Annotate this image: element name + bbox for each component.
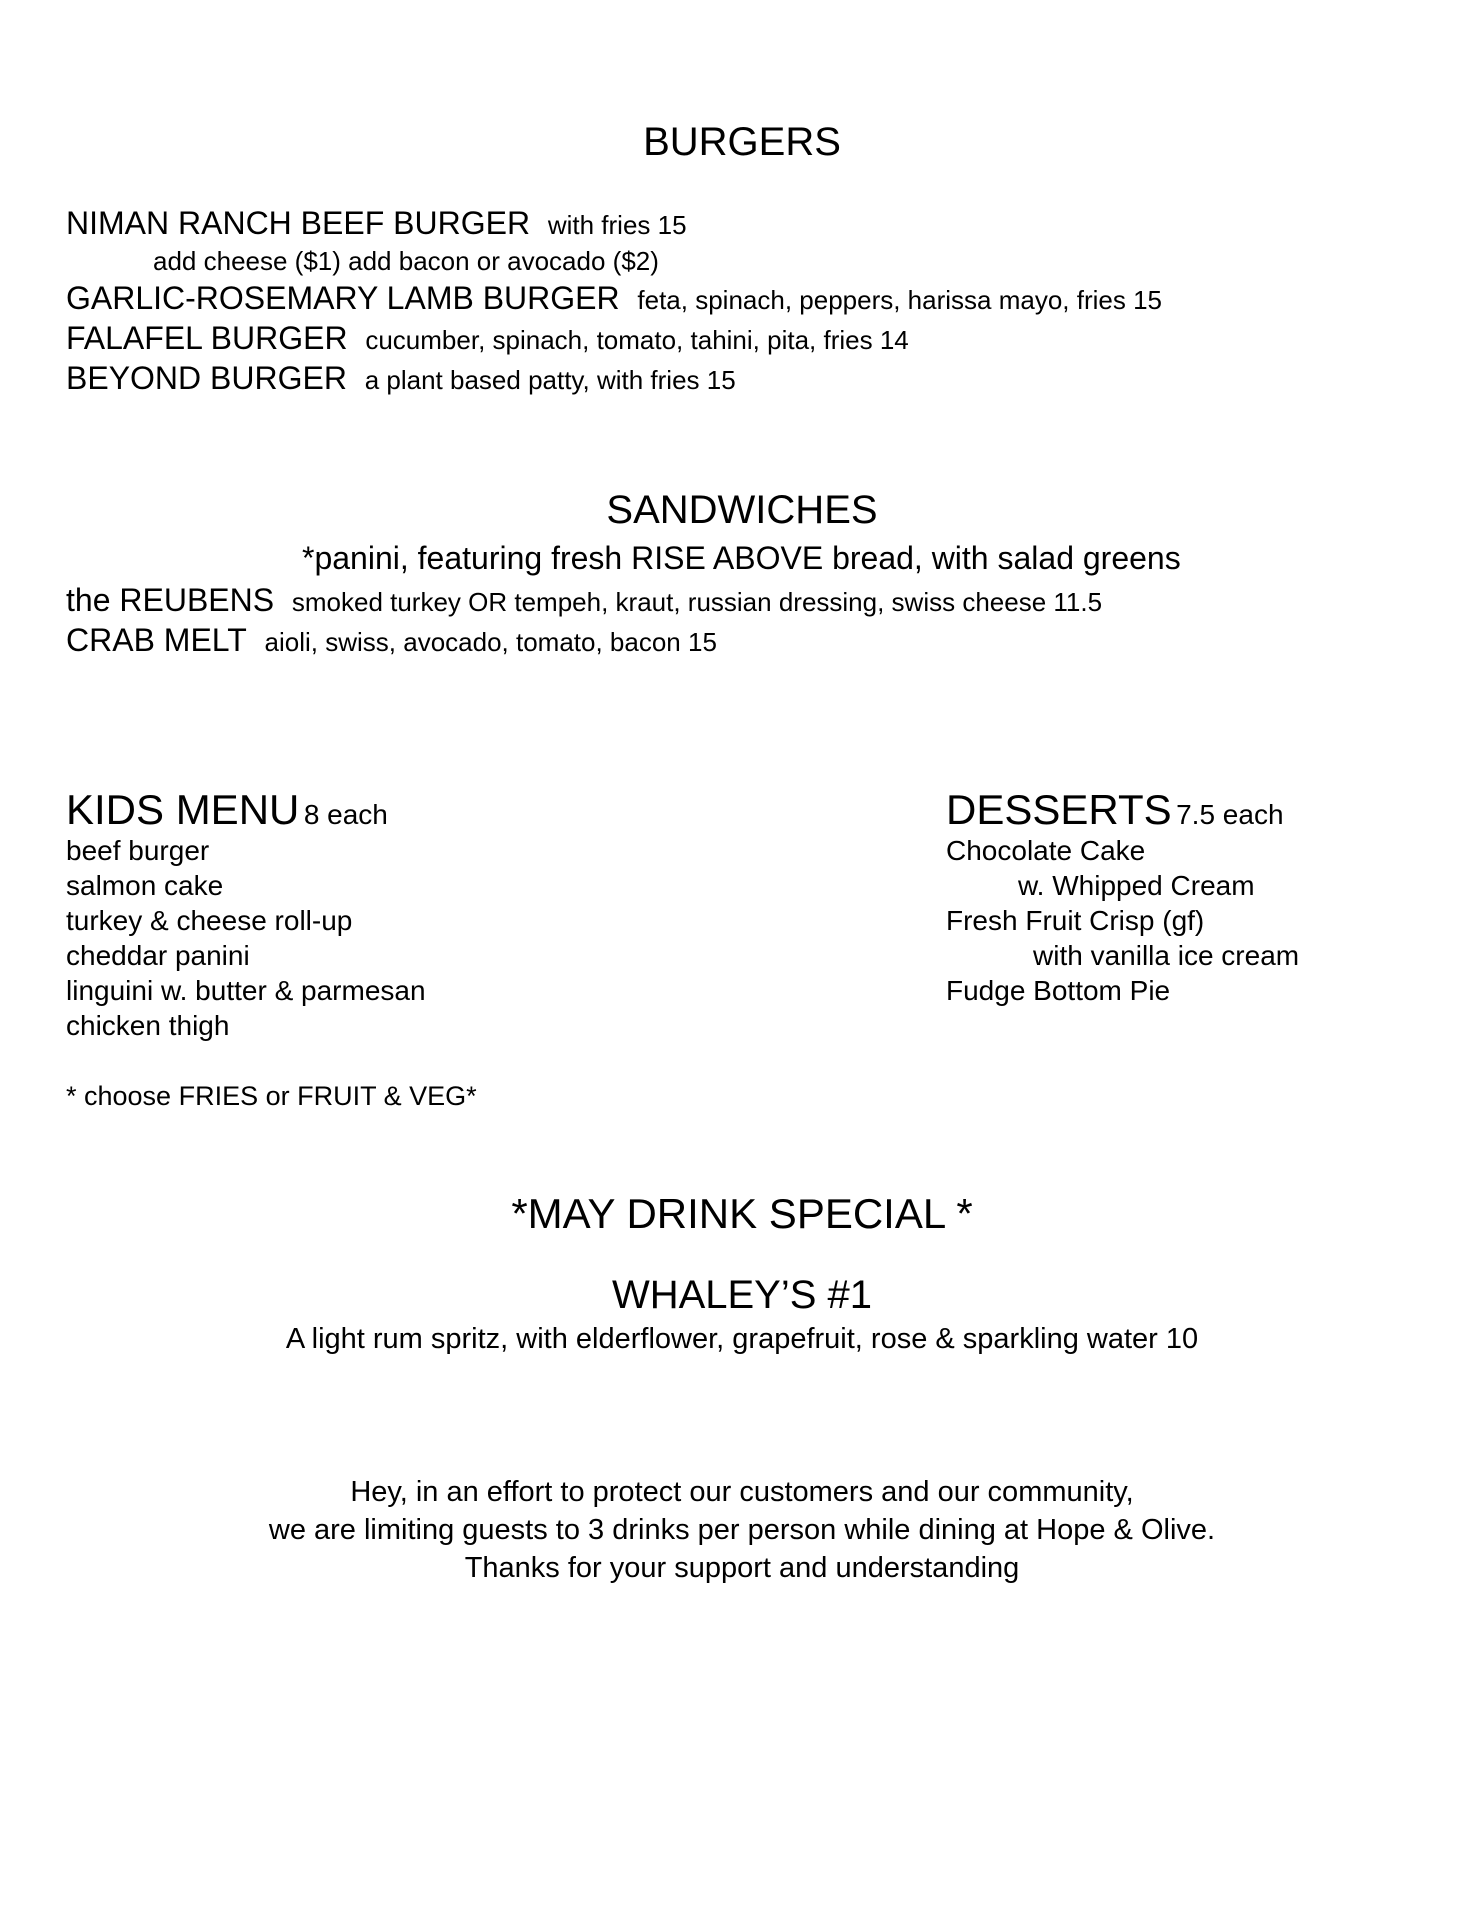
burger-addons: add cheese ($1) add bacon or avocado ($2): [153, 246, 659, 276]
kids-item: chicken thigh: [66, 1010, 230, 1041]
burger-desc: a plant based patty, with fries 15: [364, 365, 736, 395]
sandwich-item: [66, 581, 1102, 619]
dessert-subitem: w. Whipped Cream: [1018, 870, 1255, 901]
notice-line: Thanks for your support and understanding: [464, 1552, 1020, 1584]
burger-item: [66, 359, 736, 397]
burgers-title: BURGERS: [643, 120, 841, 164]
burger-desc: cucumber, spinach, tomato, tahini, pita, fries 14: [365, 325, 909, 355]
desserts-list: [946, 833, 1299, 1008]
dessert-item: Fudge Bottom Pie: [946, 975, 1171, 1006]
burger-name: BEYOND BURGER: [66, 360, 347, 396]
sandwich-item: [66, 621, 717, 659]
desserts-header: [946, 786, 1284, 834]
kids-list: [66, 833, 426, 1043]
kids-item: turkey & cheese roll-up: [66, 905, 353, 936]
kids-item: beef burger: [66, 835, 210, 866]
burger-desc: feta, spinach, peppers, harissa mayo, fries 15: [637, 285, 1162, 315]
sandwich-desc: smoked turkey OR tempeh, kraut, russian dressing, swiss cheese 11.5: [291, 587, 1103, 617]
burger-item: [66, 279, 1162, 317]
burger-item: [66, 319, 909, 357]
sandwich-name: the REUBENS: [66, 582, 275, 618]
sandwich-name: CRAB MELT: [66, 622, 247, 658]
notice-line: Hey, in an effort to protect our customers and our community,: [350, 1476, 1134, 1508]
kids-item: salmon cake: [66, 870, 224, 901]
drink-description: A light rum spritz, with elderflower, grapefruit, rose & sparkling water 10: [285, 1323, 1199, 1355]
kids-note: * choose FRIES or FRUIT & VEG*: [66, 1081, 477, 1111]
burger-name: NIMAN RANCH BEEF BURGER: [66, 205, 531, 241]
special-title: *MAY DRINK SPECIAL *: [511, 1190, 973, 1237]
kids-item: cheddar panini: [66, 940, 250, 971]
kids-item: linguini w. butter & parmesan: [66, 975, 426, 1006]
kids-title: KIDS MENU: [66, 786, 300, 833]
burger-desc: with fries 15: [547, 210, 687, 240]
sandwiches-subtitle: *panini, featuring fresh RISE ABOVE bread, with salad greens: [302, 540, 1181, 576]
drink-name: WHALEY’S #1: [611, 1273, 873, 1317]
kids-header: [66, 786, 388, 834]
dessert-item: Fresh Fruit Crisp (gf): [946, 905, 1205, 936]
desserts-price: 7.5 each: [1176, 799, 1284, 830]
burger-item: [66, 204, 687, 242]
dessert-subitem: with vanilla ice cream: [1033, 940, 1300, 971]
burger-name: FALAFEL BURGER: [66, 320, 348, 356]
kids-price: 8 each: [303, 799, 388, 830]
dessert-item: Chocolate Cake: [946, 835, 1146, 866]
notice-line: we are limiting guests to 3 drinks per person while dining at Hope & Olive.: [268, 1514, 1216, 1546]
burger-name: GARLIC-ROSEMARY LAMB BURGER: [66, 280, 620, 316]
desserts-title: DESSERTS: [946, 786, 1172, 833]
sandwich-desc: aioli, swiss, avocado, tomato, bacon 15: [264, 627, 717, 657]
sandwiches-title: SANDWICHES: [606, 488, 878, 532]
